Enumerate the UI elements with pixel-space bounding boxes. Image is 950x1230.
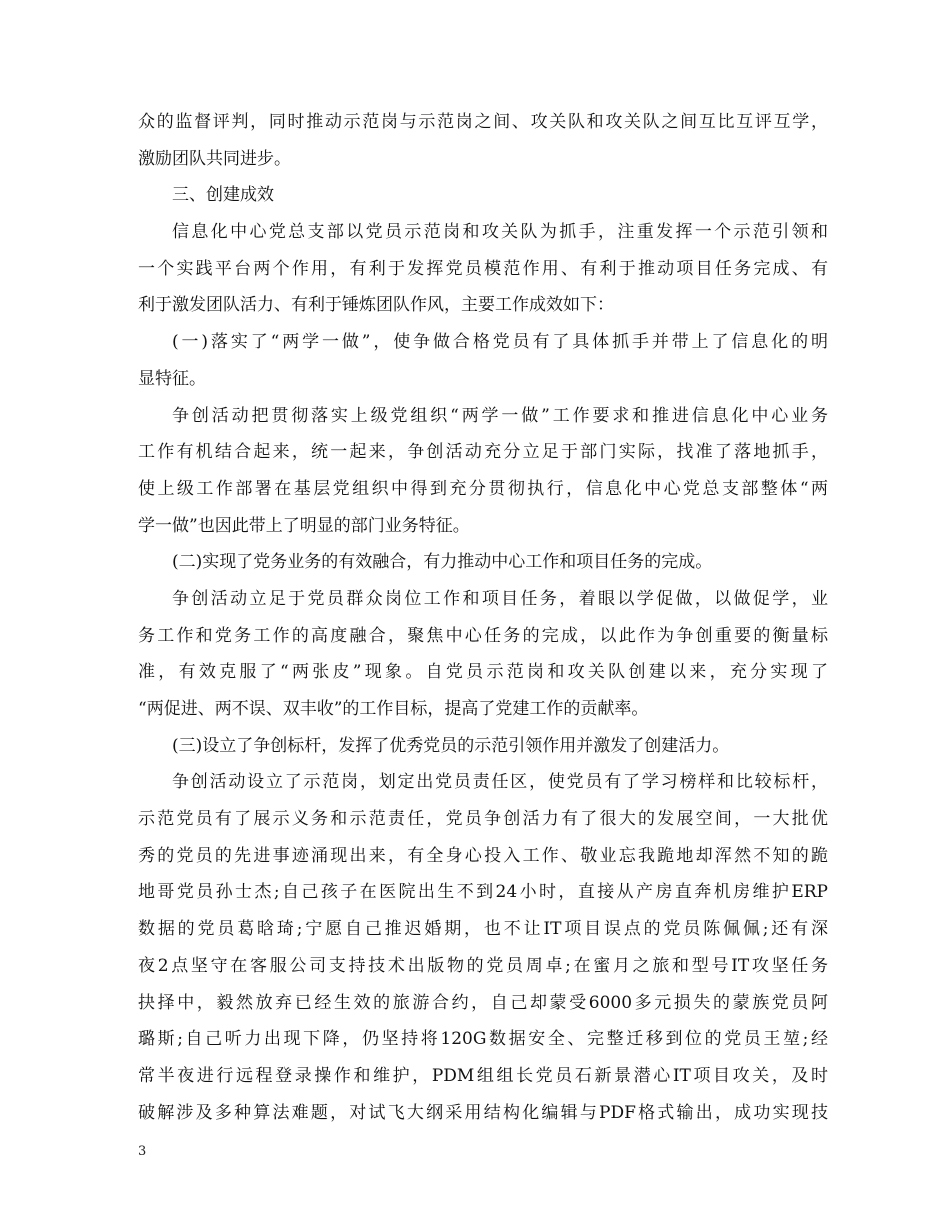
text-line: 示范党员有了展示义务和示范责任，党员争创活力有了很大的发展空间，一大批优 bbox=[138, 809, 828, 830]
text-line: 利于激发团队活力、有利于锤炼团队作风，主要工作成效如下： bbox=[138, 295, 614, 316]
text-line: 争创活动立足于党员群众岗位工作和项目任务，着眼以学促做，以做促学，业 bbox=[172, 588, 828, 609]
text-line: 地哥党员孙士杰;自己孩子在医院出生不到24小时，直接从产房直奔机房维护ERP bbox=[138, 882, 828, 903]
text-line: 璐斯;自己听力出现下降，仍坚持将120G数据安全、完整迁移到位的党员王堃;经 bbox=[138, 1029, 828, 1050]
text-line: 众的监督评判，同时推动示范岗与示范岗之间、攻关队和攻关队之间互比互评互学， bbox=[138, 112, 828, 132]
text-line: 激励团队共同进步。 bbox=[138, 148, 291, 169]
subheading-line: 显特征。 bbox=[138, 368, 206, 389]
section-heading: 三、创建成效 bbox=[172, 185, 274, 206]
text-line: 秀的党员的先进事迹涌现出来，有全身心投入工作、敬业忘我跪地却浑然不知的跪 bbox=[138, 845, 828, 866]
text-line: 使上级工作部署在基层党组织中得到充分贯彻执行，信息化中心党总支部整体“两 bbox=[138, 478, 828, 499]
text-line: 信息化中心党总支部以党员示范岗和攻关队为抓手，注重发挥一个示范引领和 bbox=[172, 222, 828, 243]
text-line: 一个实践平台两个作用，有利于发挥党员模范作用、有利于推动项目任务完成、有 bbox=[138, 258, 828, 279]
text-line: 破解涉及多种算法难题，对试飞大纲采用结构化编辑与PDF格式输出，成功实现技 bbox=[138, 1102, 828, 1123]
text-line: 常半夜进行远程登录操作和维护，PDM组组长党员石新景潜心IT项目攻关，及时 bbox=[138, 1065, 828, 1086]
subheading-line: (一)落实了“两学一做”，使争做合格党员有了具体抓手并带上了信息化的明 bbox=[172, 332, 828, 353]
text-line: 争创活动设立了示范岗，划定出党员责任区，使党员有了学习榜样和比较标杆， bbox=[172, 772, 828, 793]
text-line: 争创活动把贯彻落实上级党组织“两学一做”工作要求和推进信息化中心业务 bbox=[172, 405, 828, 426]
text-line: “两促进、两不误、双丰收”的工作目标，提高了党建工作的贡献率。 bbox=[138, 699, 649, 719]
subheading-line: (二)实现了党务业务的有效融合，有力推动中心工作和项目任务的完成。 bbox=[172, 552, 713, 573]
text-line: 抉择中，毅然放弃已经生效的旅游合约，自己却蒙受6000多元损失的蒙族党员阿 bbox=[138, 992, 828, 1013]
subheading-line: (三)设立了争创标杆，发挥了优秀党员的示范引领作用并激发了创建活力。 bbox=[172, 735, 730, 756]
page-number: 3 bbox=[138, 1144, 147, 1159]
text-line: 工作有机结合起来，统一起来，争创活动充分立足于部门实际，找准了落地抓手， bbox=[138, 442, 828, 463]
text-line: 数据的党员葛晗琦;宁愿自己推迟婚期，也不让IT项目误点的党员陈佩佩;还有深 bbox=[138, 919, 828, 940]
text-line: 准，有效克服了“两张皮”现象。自党员示范岗和攻关队创建以来，充分实现了 bbox=[138, 662, 828, 683]
body-text bbox=[138, 104, 828, 1131]
text-line: 务工作和党务工作的高度融合，聚焦中心任务的完成，以此作为争创重要的衡量标 bbox=[138, 625, 828, 646]
text-line: 学一做”也因此带上了明显的部门业务特征。 bbox=[138, 515, 470, 536]
text-line: 夜2点坚守在客服公司支持技术出版物的党员周卓;在蜜月之旅和型号IT攻坚任务 bbox=[138, 955, 828, 976]
